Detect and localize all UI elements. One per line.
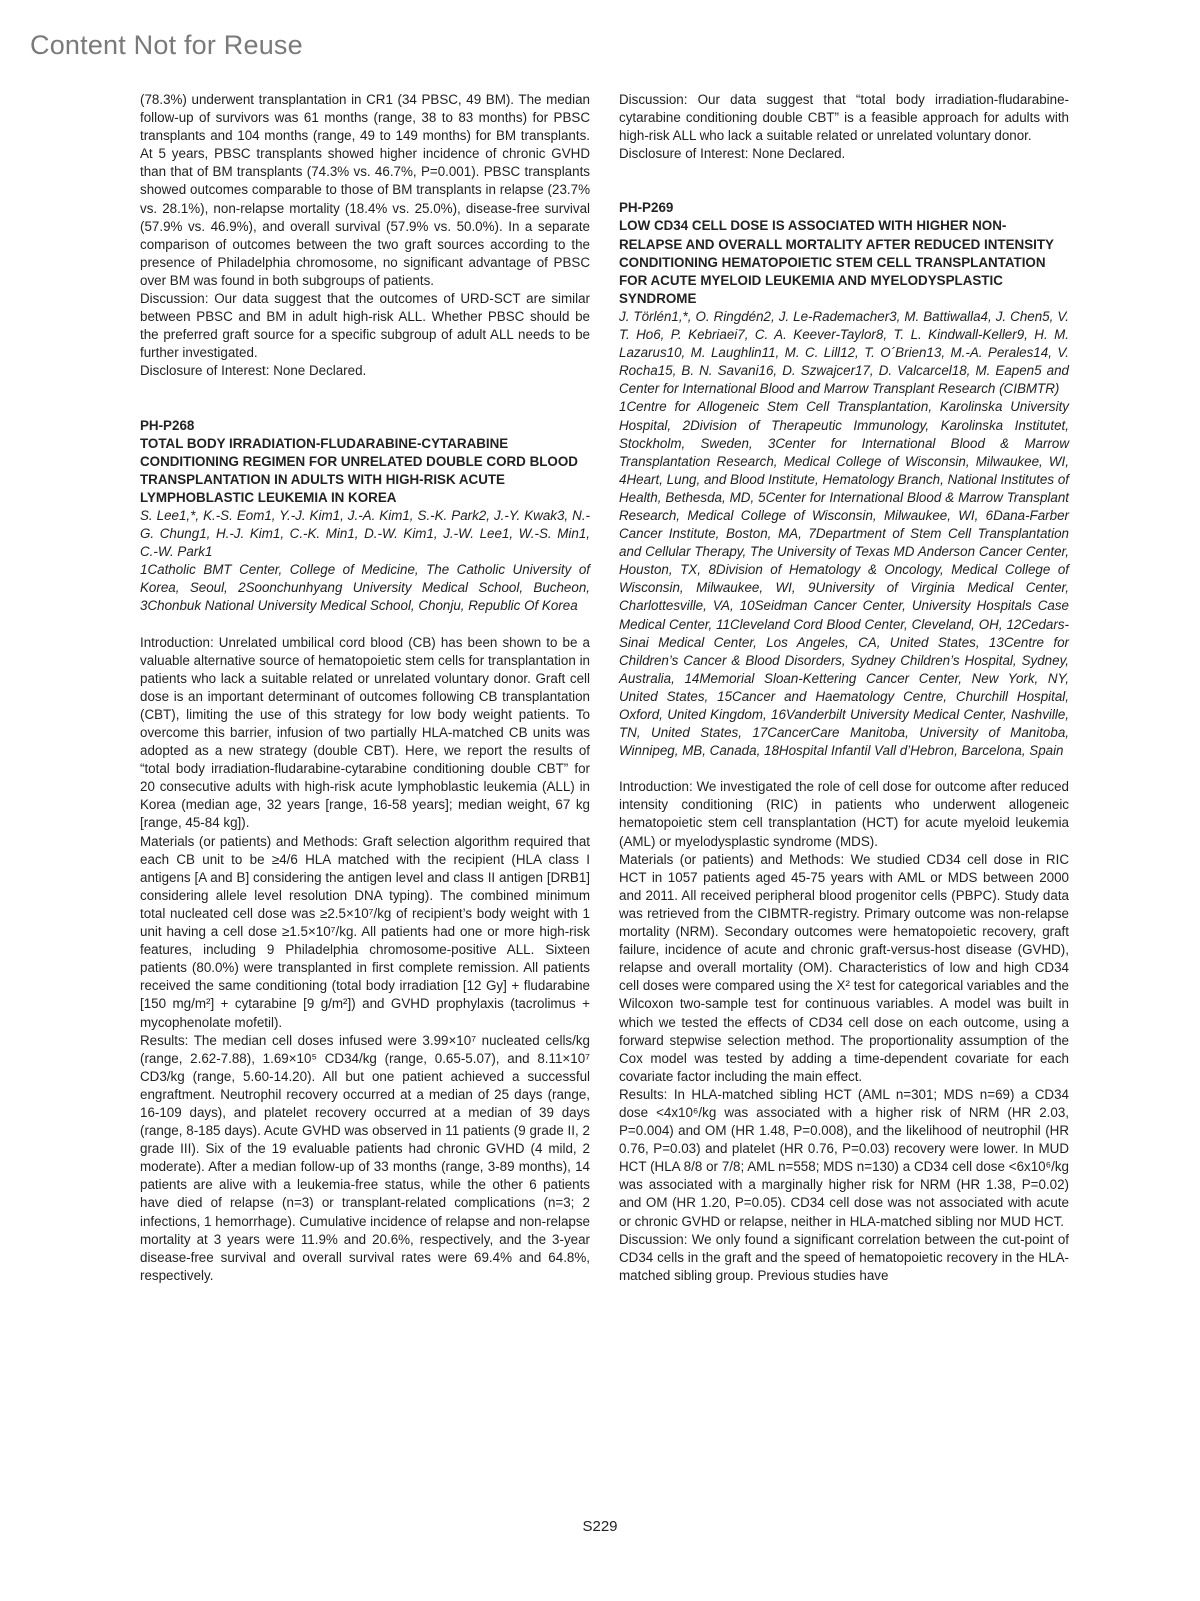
discussion-paragraph: Discussion: Our data suggest that the outcomes of URD-SCT are similar between PBSC and BM in adult high-risk ALL. Whether PBSC should be the preferred graft source for a specific subgroup of adult ALL needs to be further investigated. bbox=[140, 291, 590, 361]
disclosure-paragraph: Disclosure of Interest: None Declared. bbox=[619, 146, 846, 162]
introduction-paragraph: Introduction: Unrelated umbilical cord blood (CB) has been shown to be a valuable alternative source of hematopoietic stem cells for transplantation in patients who lack a suitable related or unrelated voluntary donor. Graft cell dose is an important determinant of outcomes following CB transplantation (CBT), limiting the use of this strategy for low body weight patients. To overcome this barrier, infusion of two partially HLA-matched CB units was adopted as a new strategy (double CBT). Here, we report the results of “total body irradiation-fludarabine-cytarabine conditioning double CBT” for 20 consecutive adults with high-risk acute lymphoblastic leukemia (ALL) in Korea (median age, 32 years [range, 16-58 years]; median weight, 67 kg [range, 45-84 kg]). bbox=[140, 634, 590, 831]
methods-paragraph: Materials (or patients) and Methods: Graft selection algorithm required that each CB unit to be ≥4/6 HLA matched with the recipient (HLA class I antigens [A and B] considering the antigen level and class II antigen [DRB1] considering allele level resolution DNA typing). The combined minimum total nucleated cell dose was ≥2.5×10⁷/kg of recipient’s body weight with 1 unit having a cell dose ≥1.5×10⁷/kg. All patients had one or more high-risk features, including 9 Philadelphia chromosome-positive ALL. Sixteen patients (80.0%) were transplanted in first complete remission. All patients received the same conditioning (total body irradiation [12 Gy] + fludarabine [150 mg/m²] + cytarabine [9 g/m²]) and GVHD prophylaxis (tacrolimus + mycophenolate mofetil). bbox=[140, 833, 590, 1030]
abstract-title: TOTAL BODY IRRADIATION-FLUDARABINE-CYTARABINE CONDITIONING REGIMEN FOR UNRELATED DOUBLE CORD BLOOD TRANSPLANTATION IN ADULTS WITH HIGH-RISK ACUTE LYMPHOBLASTIC LEUKEMIA IN KOREA bbox=[140, 435, 578, 505]
introduction-paragraph: Introduction: We investigated the role of cell dose for outcome after reduced intensity conditioning (RIC) in patients who underwent allogeneic hematopoietic stem cell transplantation (HCT) for acute myeloid leukemia (AML) or myelodysplastic syndrome (MDS). bbox=[619, 779, 1069, 849]
results-paragraph: Results: In HLA-matched sibling HCT (AML n=301; MDS n=69) a CD34 dose <4x10⁶/kg was associated with a higher risk of NRM (HR 2.03, P=0.004) and OM (HR 1.48, P=0.008), and the likelihood of neutrophil (HR 0.76, P=0.03) and platelet (HR 0.76, P=0.03) recovery were lower. In MUD HCT (HLA 8/8 or 7/8; AML n=558; MDS n=130) a CD34 cell dose <6x10⁶/kg was associated with a marginally higher risk for NRM (HR 1.38, P=0.02) and OM (HR 1.20, P=0.05). CD34 cell dose was not associated with acute or chronic GVHD or relapse, neither in HLA-matched sibling nor MUD HCT. bbox=[619, 1086, 1069, 1229]
methods-paragraph: Materials (or patients) and Methods: We studied CD34 cell dose in RIC HCT in 1057 patients aged 45-75 years with AML or MDS between 2000 and 2011. All received peripheral blood progenitor cells (PBPC). Study data was retrieved from the CIBMTR-registry. Primary outcome was non-relapse mortality (NRM). Secondary outcomes were hematopoietic recovery, graft failure, incidence of acute and chronic graft-versus-host disease (GVHD), relapse and overall mortality (OM). Characteristics of low and high CD34 cell doses were compared using the X² test for categorical variables and the Wilcoxon two-sample test for continuous variables. A model was built in which we tested the effects of CD34 cell dose on each outcome, using a forward stepwise selection method. The proportionality assumption of the Cox model was tested by adding a time-dependent covariate for each covariate factor including the main effect. bbox=[619, 851, 1069, 1084]
watermark: Content Not for Reuse bbox=[30, 30, 303, 60]
discussion-paragraph: Discussion: Our data suggest that “total body irradiation-fludarabine-cytarabine conditioning double CBT” is a feasible approach for adults with high-risk ALL who lack a suitable related or unrelated voluntary donor. bbox=[619, 92, 1069, 144]
abstract-code: PH-P268 bbox=[140, 417, 195, 433]
page-number: S229 bbox=[582, 1518, 618, 1535]
results-paragraph: Results: The median cell doses infused were 3.99×10⁷ nucleated cells/kg (range, 2.62-7.88), 1.69×10⁵ CD34/kg (range, 0.65-5.07), and 8.11×10⁷ CD3/kg (range, 5.60-14.20). All but one patient achieved a successful engraftment. Neutrophil recovery occurred at a median of 25 days (range, 16-109 days), and platelet recovery occurred at a median of 39 days (range, 8-185 days). Acute GVHD was observed in 11 patients (9 grade II, 2 grade III). Six of the 19 evaluable patients had chronic GVHD (4 mild, 2 moderate). After a median follow-up of 33 months (range, 3-89 months), 14 patients are alive with a leukemia-free status, while the other 6 patients have died of relapse (n=3) or transplant-related complications (n=3; 2 infections, 1 hemorrhage). Cumulative incidence of relapse and non-relapse mortality at 3 years were 11.9% and 20.6%, respectively, and the 3-year disease-free survival and overall survival rates were 69.4% and 64.8%, respectively. bbox=[140, 1032, 590, 1283]
abstract-affiliations: 1Catholic BMT Center, College of Medicine, The Catholic University of Korea, Seoul, 2Soonchunhyang University Medical School, Bucheon, 3Chonbuk National University Medical School, Chonju, Republic Of Korea bbox=[140, 562, 590, 614]
discussion-paragraph: Discussion: We only found a significant correlation between the cut-point of CD34 cells in the graft and the speed of hematopoietic recovery in the HLA-matched sibling group. Previous studies have bbox=[619, 1231, 1069, 1283]
left-column bbox=[140, 91, 590, 1285]
abstract-affiliations: 1Centre for Allogeneic Stem Cell Transplantation, Karolinska University Hospital, 2Division of Therapeutic Immunology, Karolinska Institutet, Stockholm, Sweden, 3Center for International Blood & Marrow Transplantation Research, Medical College of Wisconsin, Milwaukee, WI, 4Heart, Lung, and Blood Institute, Hematology Branch, National Institutes of Health, Bethesda, MD, 5Center for International Blood & Marrow Transplant Research, Medical College of Wisconsin, Milwaukee, WI, 6Dana-Farber Cancer Institute, Boston, MA, 7Department of Stem Cell Transplantation and Cellular Therapy, The University of Texas MD Anderson Cancer Center, Houston, TX, 8Division of Hematology & Oncology, Medical College of Wisconsin, Milwaukee, WI, 9University of Virginia Medical Center, Charlottesville, VA, 10Seidman Cancer Center, University Hospitals Case Medical Center, 11Cleveland Cord Blood Center, Cleveland, OH, 12Cedars-Sinai Medical Center, Los Angeles, CA, United States, 13Centre for Children’s Cancer & Blood Disorders, Sydney Children’s Hospital, Sydney, Australia, 14Memorial Sloan-Kettering Cancer Center, New York, NY, United States, 15Cancer and Haematology Centre, Churchill Hospital, Oxford, United Kingdom, 16Vanderbilt University Medical Center, Nashville, TN, United States, 17CancerCare Manitoba, University of Manitoba, Winnipeg, MB, Canada, 18Hospital Infantil Vall d’Hebron, Barcelona, Spain bbox=[619, 399, 1069, 759]
abstract-code: PH-P269 bbox=[619, 200, 674, 216]
continuation-paragraph: (78.3%) underwent transplantation in CR1 (34 PBSC, 49 BM). The median follow-up of survivors was 61 months (range, 38 to 83 months) for PBSC transplants and 104 months (range, 49 to 149 months) for BM transplants. At 5 years, PBSC transplants showed higher incidence of chronic GVHD than that of BM transplants (74.3% vs. 46.7%, P=0.001). PBSC transplants showed outcomes comparable to those of BM transplants in relapse (23.7% vs. 28.1%), non-relapse mortality (18.4% vs. 25.0%), disease-free survival (57.9% vs. 46.9%), and overall survival (57.9% vs. 50.0%). In a separate comparison of outcomes between the two graft sources according to the presence of Philadelphia chromosome, no significant advantage of PBSC over BM was found in both subgroups of patients. bbox=[140, 92, 590, 288]
abstract-authors: S. Lee1,*, K.-S. Eom1, Y.-J. Kim1, J.-A. Kim1, S.-K. Park2, J.-Y. Kwak3, N.-G. Chung1, H.-J. Kim1, C.-K. Min1, D.-W. Kim1, J.-W. Lee1, W.-S. Min1, C.-W. Park1 bbox=[140, 507, 590, 560]
abstract-authors: J. Törlén1,*, O. Ringdén2, J. Le-Rademacher3, M. Battiwalla4, J. Chen5, V. T. Ho6, P. Kebriaei7, C. A. Keever-Taylor8, T. L. Kindwall-Keller9, H. M. Lazarus10, M. Laughlin11, M. C. Lill12, T. O´Brien13, M.-A. Perales14, V. Rocha15, B. N. Savani16, D. Szwajcer17, D. Valcarcel18, M. Eapen5 and Center for International Blood and Marrow Transplant Research (CIBMTR) bbox=[619, 308, 1069, 397]
right-column bbox=[619, 91, 1069, 1285]
disclosure-paragraph: Disclosure of Interest: None Declared. bbox=[140, 363, 367, 379]
abstract-title: LOW CD34 CELL DOSE IS ASSOCIATED WITH HIGHER NON-RELAPSE AND OVERALL MORTALITY AFTER REDUCED INTENSITY CONDITIONING HEMATOPOIETIC STEM CELL TRANSPLANTATION FOR ACUTE MYELOID LEUKEMIA AND MYELODYSPLASTIC SYNDROME bbox=[619, 218, 1054, 306]
